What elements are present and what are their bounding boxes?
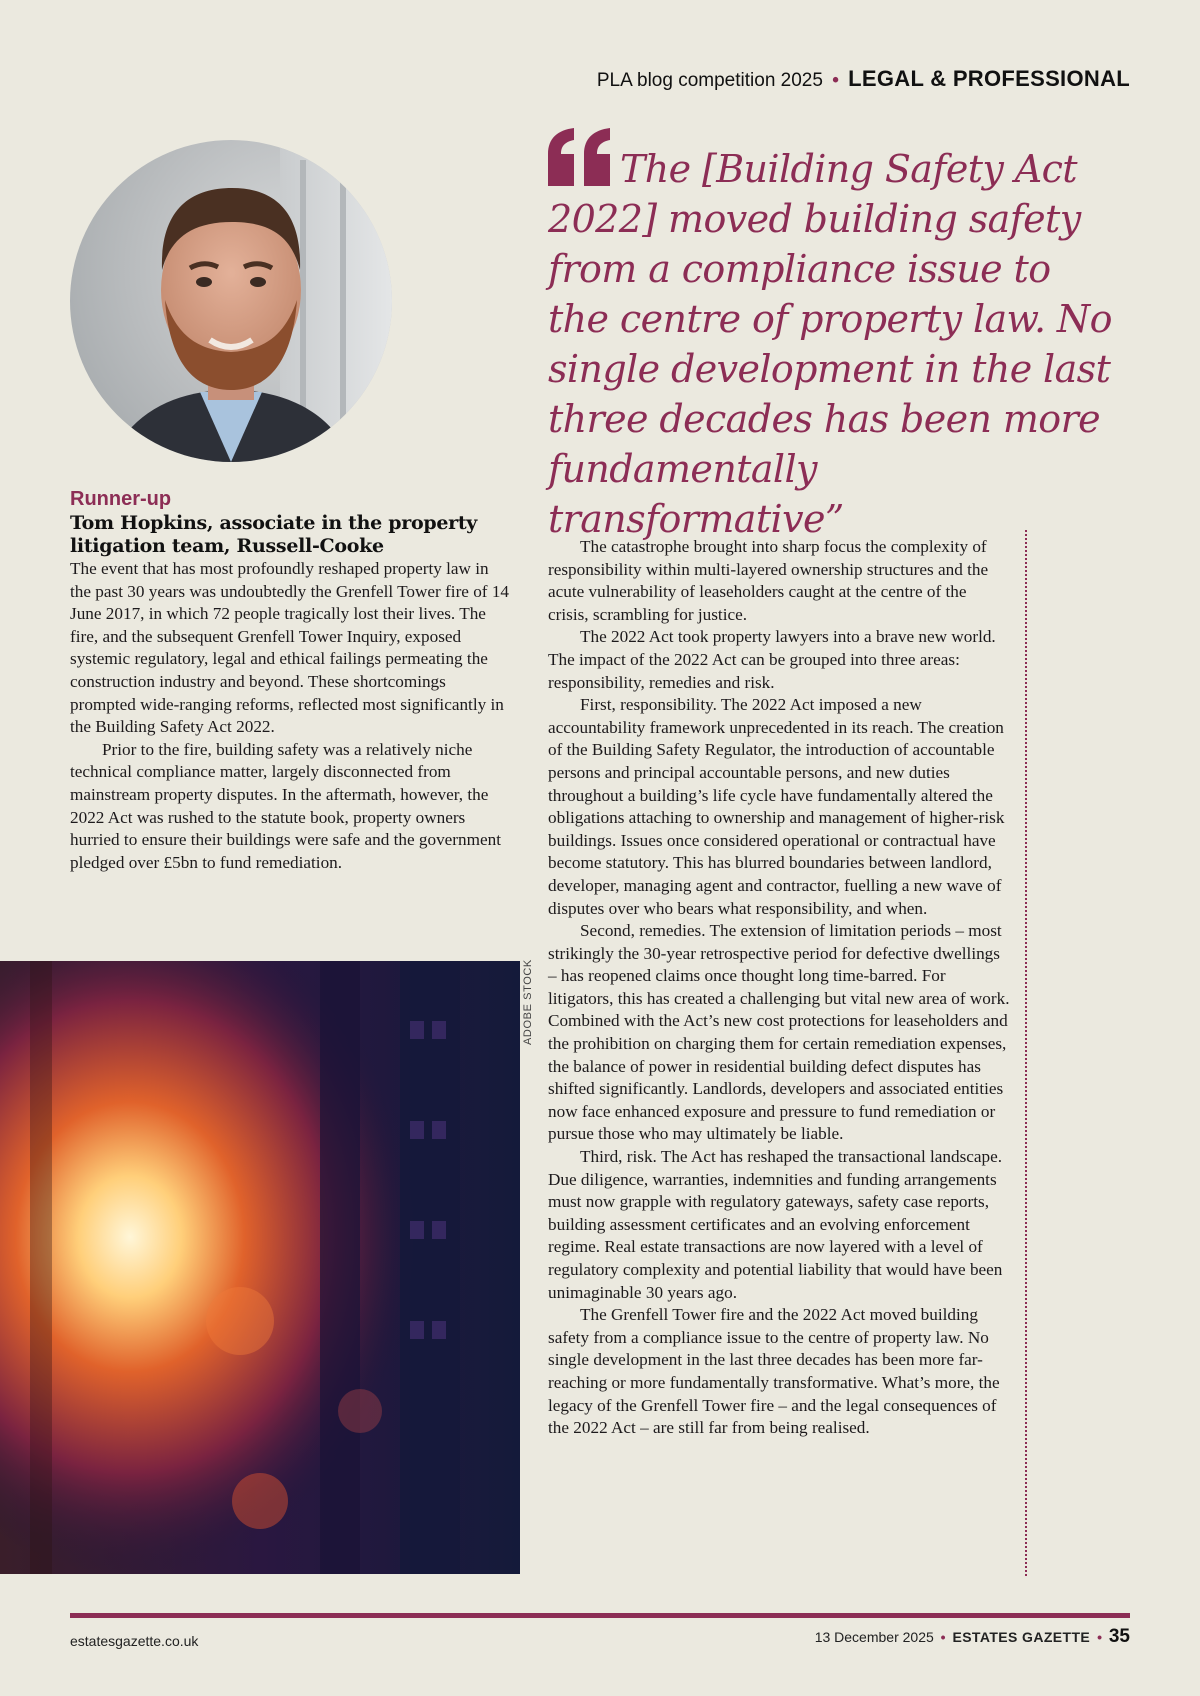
quote-mark-icon	[548, 128, 612, 186]
article-paragraph: The event that has most profoundly reshaped property law in the past 30 years was undoubtedly the Grenfell Tower fire of 14 June 2017, in which 72 people tragically lost their lives. The fire, and the subsequent Grenfell Tower Inquiry, exposed systemic regulatory, legal and ethical failings permeating the construction industry and beyond. These shortcomings prompted wide-ranging reforms, reflected most significantly in the Building Safety Act 2022.	[70, 559, 510, 737]
author-credit: Tom Hopkins, associate in the property litigation team, Russell-Cooke	[70, 512, 478, 557]
article-paragraph: Second, remedies. The extension of limitation periods – most strikingly the 30-year retrospective period for defective dwellings – has reopened claims once thought long time-barred. For litigators, this has created a challenging but vital new area of work. Combined with the Act’s new cost protections for leaseholders and the prohibition on charging them for certain remediation expenses, the balance of power in residential building defect disputes has shifted significantly. Landlords, developers and associated entities now face enhanced exposure and pressure to fund remediation or pursue those who may ultimately be liable.	[548, 921, 1010, 1144]
article-column-left	[70, 558, 510, 874]
footer-separator: •	[940, 1629, 946, 1645]
article-paragraph: The 2022 Act took property lawyers into a brave new world. The impact of the 2022 Act can be grouped into three areas: responsibility, remedies and risk.	[548, 627, 996, 692]
footer-rule	[70, 1613, 1130, 1618]
article-paragraph: The catastrophe brought into sharp focus the complexity of responsibility within multi-layered ownership structures and the acute vulnerability of leaseholders caught at the centre of the crisis, scrambling for justice.	[548, 537, 989, 624]
footer-date: 13 December 2025	[814, 1629, 934, 1645]
pull-quote-text: The [Building Safety Act 2022] moved building safety from a compliance issue to the centre of property law. No single development in the last three decades has been more fundamentally transformative”	[548, 147, 1112, 541]
fire-photo	[0, 961, 520, 1574]
fire-photo-illustration	[0, 961, 520, 1574]
footer-meta	[815, 1626, 1130, 1648]
article-paragraph: First, responsibility. The 2022 Act imposed a new accountability framework unprecedented in its reach. The creation of the Building Safety Regulator, the introduction of accountable persons and principal accountable persons, and new duties throughout a building’s life cycle have fundamentally altered the obligations attaching to ownership and management of higher-risk buildings. Issues once considered operational or contractual have become statutory. This has blurred boundaries between landlord, developer, managing agent and contractor, fuelling a new wave of disputes over who bears what responsibility, and when.	[548, 695, 1005, 918]
award-label: Runner-up	[70, 488, 172, 510]
footer-website[interactable]: estatesgazette.co.uk	[70, 1633, 199, 1649]
footer-publication: ESTATES GAZETTE	[952, 1629, 1091, 1645]
photo-credit: ADOBE STOCK	[522, 959, 534, 1045]
page-header	[597, 66, 1130, 92]
article-paragraph: Prior to the fire, building safety was a relatively niche technical compliance matter, largely disconnected from mainstream property disputes. In the aftermath, however, the 2022 Act was rushed to the statute book, property owners hurried to ensure their buildings were safe and the government pledged over £5bn to fund remediation.	[70, 739, 501, 872]
page-number: 35	[1108, 1626, 1130, 1647]
author-portrait	[70, 140, 392, 462]
pull-quote	[548, 128, 1118, 544]
header-series: PLA blog competition 2025	[596, 70, 823, 91]
header-section: LEGAL & PROFESSIONAL	[848, 66, 1130, 91]
article-column-right	[548, 536, 1010, 1440]
footer-separator: •	[1097, 1629, 1102, 1645]
portrait-illustration	[70, 140, 392, 462]
column-divider	[1025, 530, 1027, 1576]
article-paragraph: The Grenfell Tower fire and the 2022 Act moved building safety from a compliance issue to the centre of property law. No single development in the last three decades has been more far-reaching or more fundamentally transformative. What’s more, the legacy of the Grenfell Tower fire – and the legal consequences of the 2022 Act – are still far from being realised.	[548, 1305, 1000, 1438]
header-separator: •	[832, 70, 839, 91]
article-paragraph: Third, risk. The Act has reshaped the transactional landscape. Due diligence, warranties, indemnities and funding arrangements must now grapple with regulatory gateways, safety case reports, building assessment certificates and an evolving enforcement regime. Real estate transactions are now layered with a level of regulatory complexity and potential liability that would have been unimaginable 30 years ago.	[548, 1147, 1003, 1302]
